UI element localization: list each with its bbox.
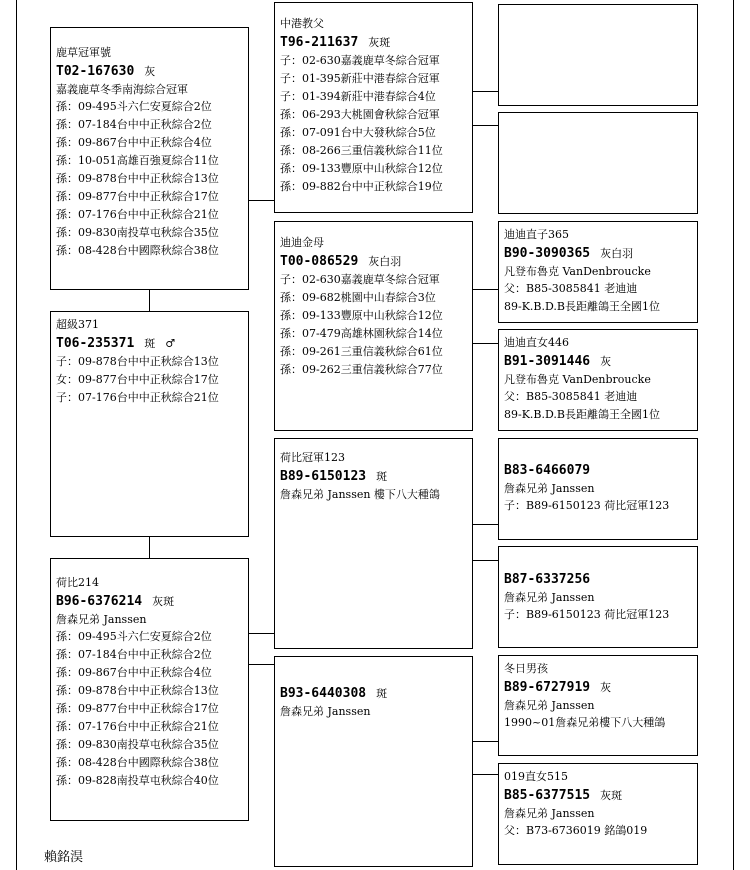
pigeon-name: 迪迪直女446	[504, 336, 569, 349]
pigeon-name: 荷比冠軍123	[280, 451, 345, 464]
result-line: 子：01-394新莊中港春綜合4位	[280, 90, 436, 103]
pigeon-card-super-371	[50, 311, 249, 537]
pigeon-owner: 詹森兄弟 Janssen	[504, 482, 595, 495]
page-border-left	[16, 0, 17, 870]
pigeon-name: 冬日男孩	[504, 662, 548, 675]
result-line: 孫：08-266三重信義秋綜合11位	[280, 144, 443, 157]
pigeon-name: 超級371	[56, 318, 99, 331]
ring-number: B91-3091446	[504, 354, 591, 369]
pigeon-name: 中港教父	[280, 17, 324, 30]
pigeon-owner: 凡登布魯克 VanDenbroucke	[504, 373, 651, 386]
result-line: 孫：09-262三重信義秋綜合77位	[280, 363, 443, 376]
ring-number: B83-6466079	[504, 463, 591, 478]
ring-number: B90-3090365	[504, 246, 591, 261]
pigeon-color: 灰	[600, 355, 612, 368]
pigeon-name: 019直女515	[504, 770, 568, 783]
connector	[149, 289, 150, 311]
connector	[472, 524, 498, 525]
result-line: 子：01-395新莊中港春綜合冠軍	[280, 72, 440, 85]
result-line: 孫：09-682桃園中山春綜合3位	[280, 291, 436, 304]
ring-row	[504, 351, 692, 371]
result-line: 孫：07-091台中大發秋綜合5位	[280, 126, 436, 139]
result-line: 孫：10-051高雄百強夏綜合11位	[56, 154, 219, 167]
pigeon-color: 斑	[376, 687, 388, 700]
pigeon-owner: 詹森兄弟 Janssen	[504, 591, 595, 604]
pigeon-color: 斑	[376, 470, 388, 483]
result-line: 子：02-630嘉義鹿草冬綜合冠軍	[280, 54, 440, 67]
connector	[472, 560, 498, 561]
result-line: 孫：06-293大桃園會秋綜合冠軍	[280, 108, 440, 121]
pigeon-card-ddd	[498, 763, 698, 865]
info-line: 父：B85-3085841 老迪迪	[504, 282, 638, 295]
connector	[248, 633, 274, 634]
connector	[248, 200, 274, 201]
result-line: 孫：07-184台中中正秋綜合2位	[56, 648, 212, 661]
connector	[248, 664, 274, 665]
result-line: 子：02-630嘉義鹿草冬綜合冠軍	[280, 273, 440, 286]
pigeon-owner: 詹森兄弟 Janssen	[280, 705, 371, 718]
result-line: 孫：07-176台中中正秋綜合21位	[56, 208, 219, 221]
pigeon-card-dds	[498, 655, 698, 756]
pigeon-color: 灰	[144, 65, 156, 78]
ring-number: T02-167630	[56, 64, 135, 79]
pigeon-owner: 詹森兄弟 Janssen	[504, 807, 595, 820]
result-line: 孫：09-878台中中正秋綜合13位	[56, 172, 219, 185]
info-line: 子：B89-6150123 荷比冠軍123	[504, 608, 670, 621]
info-line: 1990~01詹森兄弟樓下八大種鴿	[504, 716, 666, 729]
pigeon-color: 灰	[600, 681, 612, 694]
pigeon-color: 灰斑	[368, 36, 391, 49]
empty-card-sire-sire-dam	[498, 112, 698, 214]
ring-row	[504, 243, 692, 263]
sex-symbol: ♂	[165, 337, 176, 350]
result-line: 孫：09-133豐原中山秋綜合12位	[280, 309, 443, 322]
info-line: 父：B73-6736019 銘鴿019	[504, 824, 648, 837]
pigeon-color: 灰白羽	[368, 255, 402, 268]
result-line: 孫：09-261三重信義秋綜合61位	[280, 345, 443, 358]
connector	[472, 91, 498, 92]
connector	[472, 741, 498, 742]
result-line: 孫：09-877台中中正秋綜合17位	[56, 190, 219, 203]
ring-row	[280, 466, 467, 486]
connector	[472, 343, 498, 344]
info-line: 父：B85-3085841 老迪迪	[504, 390, 638, 403]
pigeon-color: 灰白羽	[600, 247, 634, 260]
connector	[472, 125, 498, 126]
result-line: 孫：08-428台中國際秋綜合38位	[56, 244, 219, 257]
ring-row	[280, 32, 467, 52]
pigeon-card-dsd	[498, 546, 698, 648]
result-line: 孫：09-495斗六仁安夏綜合2位	[56, 100, 212, 113]
ring-row	[56, 333, 243, 353]
result-line: 女：09-877台中中正秋綜合17位	[56, 373, 219, 386]
ring-row	[504, 460, 692, 480]
pigeon-owner: 詹森兄弟 Janssen	[504, 699, 595, 712]
ring-number: T00-086529	[280, 254, 359, 269]
pigeon-owner: 嘉義鹿草冬季南海綜合冠軍	[56, 83, 188, 96]
ring-number: B89-6150123	[280, 469, 367, 484]
pigeon-owner: 凡登布魯克 VanDenbroucke	[504, 265, 651, 278]
pigeon-owner: 詹森兄弟 Janssen 樓下八大種鴿	[280, 488, 440, 501]
ring-number: T06-235371	[56, 336, 135, 351]
result-line: 孫：09-878台中中正秋綜合13位	[56, 684, 219, 697]
info-line: 89-K.B.D.B長距離鴿王全國1位	[504, 408, 661, 421]
ring-row	[504, 677, 692, 697]
author-name: 賴銘淏	[44, 850, 84, 865]
pigeon-card-dss	[498, 438, 698, 540]
empty-card-sire-sire-sire	[498, 4, 698, 106]
ring-row	[504, 569, 692, 589]
connector	[472, 289, 498, 290]
result-line: 孫：09-877台中中正秋綜合17位	[56, 702, 219, 715]
result-line: 孫：08-428台中國際秋綜合38位	[56, 756, 219, 769]
result-line: 子：07-176台中中正秋綜合21位	[56, 391, 219, 404]
pigeon-color: 灰斑	[152, 595, 175, 608]
result-line: 孫：07-479高雄林園秋綜合14位	[280, 327, 443, 340]
result-line: 孫：07-176台中中正秋綜合21位	[56, 720, 219, 733]
connector	[472, 774, 498, 775]
connector	[149, 536, 150, 558]
pigeon-card-sdd	[498, 329, 698, 431]
ring-row	[280, 683, 467, 703]
pigeon-card-dam-sire	[274, 438, 473, 649]
result-line: 孫：09-830南投草屯秋綜合35位	[56, 738, 219, 751]
ring-number: B93-6440308	[280, 686, 367, 701]
pigeon-name: 荷比214	[56, 576, 99, 589]
pigeon-name: 迪迪金母	[280, 236, 324, 249]
result-line: 子：09-878台中中正秋綜合13位	[56, 355, 219, 368]
ring-row	[504, 785, 692, 805]
pigeon-name: 鹿草冠軍號	[56, 46, 111, 59]
result-line: 孫：09-867台中中正秋綜合4位	[56, 666, 212, 679]
ring-row	[56, 591, 243, 611]
pigeon-owner: 詹森兄弟 Janssen	[56, 613, 147, 626]
ring-number: B87-6337256	[504, 572, 591, 587]
pigeon-card-sds	[498, 221, 698, 323]
ring-number: B96-6376214	[56, 594, 143, 609]
pigeon-card-sire-dam	[274, 221, 473, 431]
pigeon-color: 灰斑	[600, 789, 623, 802]
ring-number: T96-211637	[280, 35, 359, 50]
result-line: 孫：09-830南投草屯秋綜合35位	[56, 226, 219, 239]
info-line: 89-K.B.D.B長距離鴿王全國1位	[504, 300, 661, 313]
ring-number: B89-6727919	[504, 680, 591, 695]
result-line: 孫：07-184台中中正秋綜合2位	[56, 118, 212, 131]
result-line: 孫：09-133豐原中山秋綜合12位	[280, 162, 443, 175]
page-border-right	[733, 0, 734, 870]
ring-row	[280, 251, 467, 271]
pigeon-name: 迪迪直子365	[504, 228, 569, 241]
ring-number: B85-6377515	[504, 788, 591, 803]
pigeon-card-dam	[50, 558, 249, 821]
result-line: 孫：09-867台中中正秋綜合4位	[56, 136, 212, 149]
result-line: 孫：09-882台中中正秋綜合19位	[280, 180, 443, 193]
ring-row	[56, 61, 243, 81]
result-line: 孫：09-828南投草屯秋綜合40位	[56, 774, 219, 787]
result-line: 孫：09-495斗六仁安夏綜合2位	[56, 630, 212, 643]
pigeon-card-sire-sire	[274, 2, 473, 213]
info-line: 子：B89-6150123 荷比冠軍123	[504, 499, 670, 512]
pigeon-card-sire	[50, 27, 249, 290]
pigeon-card-dam-dam	[274, 656, 473, 867]
pigeon-color: 斑	[144, 337, 156, 350]
